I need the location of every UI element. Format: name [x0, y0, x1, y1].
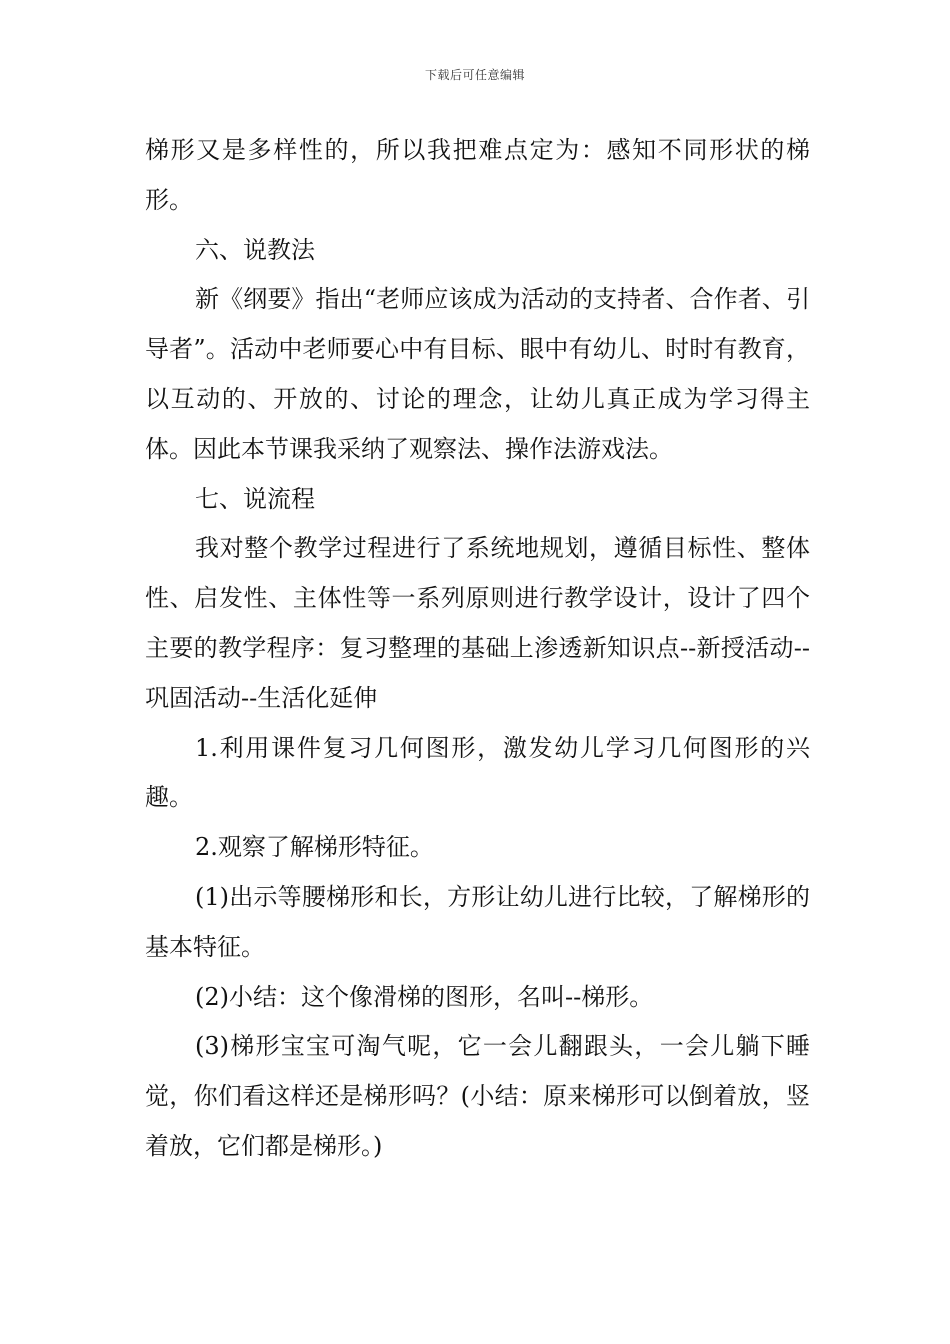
paragraph-step-1: 1.利用课件复习几何图形，激发幼儿学习几何图形的兴趣。 [145, 733, 810, 812]
paragraph-difficulty-tail: 梯形又是多样性的，所以我把难点定为：感知不同形状的梯形。 [145, 136, 810, 214]
section-heading-process: 七、说流程 [195, 484, 315, 513]
paragraph-substep-3: (3)梯形宝宝可淘气呢，它一会儿翻跟头，一会儿躺下睡觉，你们看这样还是梯形吗？(小结：原来梯形可以倒着放，竖着放，它们都是梯形。) [145, 1032, 810, 1160]
paragraph-step-2: 2.观察了解梯形特征。 [195, 833, 434, 862]
paragraph-substep-2: (2)小结：这个像滑梯的图形，名叫--梯形。 [195, 982, 654, 1011]
document-body [145, 126, 810, 1172]
paragraph-substep-1: (1)出示等腰梯形和长，方形让幼儿进行比较，了解梯形的基本特征。 [145, 882, 810, 961]
paragraph-teaching-method: 新《纲要》指出“老师应该成为活动的支持者、合作者、引导者”。活动中老师要心中有目标、眼中有幼儿、时时有教育，以互动的、开放的、讨论的理念，让幼儿真正成为学习得主体。因此本节课我采纳了观察法、操作法游戏法。 [145, 285, 810, 463]
paragraph-process: 我对整个教学过程进行了系统地规划，遵循目标性、整体性、启发性、主体性等一系列原则进行教学设计，设计了四个主要的教学程序：复习整理的基础上渗透新知识点--新授活动--巩固活动--生活化延伸 [145, 534, 810, 712]
header-note: 下载后可任意编辑 [424, 68, 525, 82]
section-heading-teaching-method: 六、说教法 [195, 235, 315, 264]
